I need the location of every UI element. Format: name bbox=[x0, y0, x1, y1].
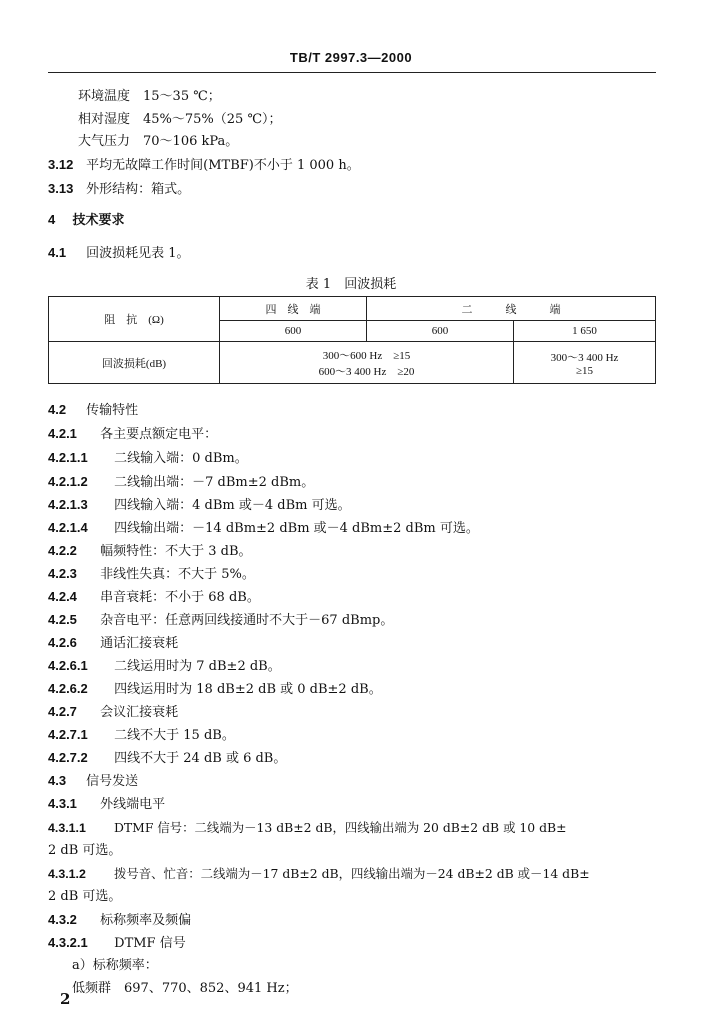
clause-4-2-7 bbox=[48, 703, 178, 722]
clause-text: 四线运用时为 18 dB±2 dB 或 0 dB±2 dB。 bbox=[114, 682, 382, 697]
clause-number: 4.2.6 bbox=[48, 635, 77, 650]
clause-text: 外形结构：箱式。 bbox=[86, 182, 191, 197]
table-caption: 表 1 回波损耗 bbox=[305, 277, 397, 292]
clause-text: 技术要求 bbox=[72, 213, 125, 228]
clause-number: 4.2.1.1 bbox=[48, 450, 88, 465]
clause-number: 4 bbox=[48, 212, 56, 227]
clause-4-2-6 bbox=[48, 634, 178, 653]
clause-number: 4.3.1.1 bbox=[48, 821, 86, 835]
clause-text: DTMF 信号：二线端为－13 dB±2 dB，四线输出端为 20 dB±2 dB 或 10 dB± bbox=[113, 820, 567, 835]
clause-text: 标称频率及频偏 bbox=[100, 913, 192, 928]
clause-4-2-2 bbox=[48, 542, 252, 561]
impedance-two-wire-a: 600 bbox=[367, 321, 514, 342]
return-loss-header: 回波损耗(dB) bbox=[49, 342, 220, 384]
clause-4-3-2 bbox=[48, 911, 191, 930]
clause-4-2-7-1 bbox=[48, 726, 235, 745]
clause-text: 幅频特性：不大于 3 dB。 bbox=[100, 544, 252, 559]
impedance-header: 阻 抗 (Ω) bbox=[49, 297, 220, 342]
section-4-heading bbox=[48, 211, 125, 230]
env-pressure: 大气压力 70～106 kPa。 bbox=[78, 134, 239, 149]
clause-4-3-2-1 bbox=[48, 934, 186, 953]
clause-4-1 bbox=[48, 244, 190, 263]
clause-text: 二线输入端：0 dBm。 bbox=[114, 451, 248, 466]
clause-number: 4.1 bbox=[48, 245, 67, 260]
clause-number: 4.2.1 bbox=[48, 426, 77, 441]
impedance-four-wire: 600 bbox=[220, 321, 367, 342]
clause-4-3-1-2-cont: 2 dB 可选。 bbox=[48, 889, 122, 904]
clause-4-2-5 bbox=[48, 611, 393, 630]
clause-number: 4.2.2 bbox=[48, 543, 77, 558]
clause-number: 4.2.5 bbox=[48, 612, 77, 627]
clause-4-3-1-1 bbox=[48, 819, 567, 837]
clause-text: 拨号音、忙音：二线端为－17 dB±2 dB，四线输出端为－24 dB±2 dB 或－14 dB± bbox=[113, 866, 590, 881]
item-a-nominal-frequency: a）标称频率： bbox=[72, 958, 158, 973]
clause-4-2-7-2 bbox=[48, 749, 286, 768]
clause-4-2-1-2 bbox=[48, 473, 314, 492]
clause-number: 4.2.1.3 bbox=[48, 497, 88, 512]
clause-number: 4.2.1.4 bbox=[48, 520, 88, 535]
clause-text: 非线性失真：不大于 5%。 bbox=[100, 567, 255, 582]
clause-number: 4.2.1.2 bbox=[48, 474, 88, 489]
clause-4-3 bbox=[48, 772, 138, 791]
clause-text: 会议汇接衰耗 bbox=[100, 705, 179, 720]
clause-number: 3.12 bbox=[48, 157, 74, 172]
clause-4-2-1-3 bbox=[48, 496, 351, 515]
clause-3-12 bbox=[48, 156, 360, 175]
clause-text: 各主要点额定电平： bbox=[100, 427, 218, 442]
clause-number: 4.2.7 bbox=[48, 704, 77, 719]
clause-text: 外线端电平 bbox=[100, 797, 166, 812]
clause-text: 串音衰耗：不小于 68 dB。 bbox=[100, 590, 260, 605]
return-loss-value-1 bbox=[220, 342, 514, 384]
return-loss-table bbox=[48, 296, 656, 384]
clause-number: 4.3.2 bbox=[48, 912, 77, 927]
four-wire-header: 四 线 端 bbox=[220, 297, 367, 321]
clause-number: 4.3.2.1 bbox=[48, 935, 88, 950]
env-humidity: 相对湿度 45%～75%（25 ℃）； bbox=[78, 112, 282, 127]
clause-4-2-4 bbox=[48, 588, 260, 607]
header-rule bbox=[48, 72, 656, 73]
clause-4-2-6-2 bbox=[48, 680, 382, 699]
clause-text: 杂音电平：任意两回线接通时不大于－67 dBmp。 bbox=[100, 613, 394, 628]
clause-text: 二线不大于 15 dB。 bbox=[114, 728, 235, 743]
impedance-two-wire-b: 1 650 bbox=[514, 321, 656, 342]
clause-number: 4.2.7.1 bbox=[48, 727, 88, 742]
clause-number: 4.2 bbox=[48, 402, 67, 417]
return-loss-band-1: 300～600 Hz ≥15 bbox=[322, 349, 411, 362]
clause-text: 回波损耗见表 1。 bbox=[86, 246, 190, 261]
clause-4-3-1-2 bbox=[48, 865, 590, 883]
clause-4-2-1-4 bbox=[48, 519, 479, 538]
clause-number: 4.2.6.1 bbox=[48, 658, 88, 673]
clause-number: 4.2.7.2 bbox=[48, 750, 88, 765]
two-wire-header: 二 线 端 bbox=[367, 297, 656, 321]
clause-text: 四线不大于 24 dB 或 6 dB。 bbox=[114, 751, 287, 766]
clause-text: 通话汇接衰耗 bbox=[100, 636, 179, 651]
clause-4-3-1-1-cont: 2 dB 可选。 bbox=[48, 843, 122, 858]
clause-number: 4.2.3 bbox=[48, 566, 77, 581]
clause-4-2-1 bbox=[48, 425, 217, 444]
return-loss-band-3: 300～3 400 Hz bbox=[550, 351, 619, 364]
clause-text: 二线运用时为 7 dB±2 dB。 bbox=[114, 659, 281, 674]
clause-4-3-1 bbox=[48, 795, 165, 814]
return-loss-band-3-value: ≥15 bbox=[575, 364, 594, 377]
clause-4-2-6-1 bbox=[48, 657, 281, 676]
clause-number: 3.13 bbox=[48, 181, 74, 196]
clause-4-2-1-1 bbox=[48, 449, 248, 468]
clause-number: 4.2.4 bbox=[48, 589, 77, 604]
clause-text: 平均无故障工作时间(MTBF)不小于 1 000 h。 bbox=[86, 158, 360, 173]
clause-4-2-3 bbox=[48, 565, 255, 584]
return-loss-value-2 bbox=[514, 342, 656, 384]
clause-number: 4.2.6.2 bbox=[48, 681, 88, 696]
clause-3-13 bbox=[48, 180, 190, 199]
clause-4-2 bbox=[48, 401, 138, 420]
return-loss-band-2: 600～3 400 Hz ≥20 bbox=[318, 365, 415, 378]
env-temperature: 环境温度 15～35 ℃； bbox=[78, 89, 221, 104]
page-header: TB/T 2997.3—2000 bbox=[289, 50, 413, 65]
page-number: 2 bbox=[60, 990, 71, 1008]
clause-number: 4.3.1.2 bbox=[48, 867, 86, 881]
clause-text: 四线输入端：4 dBm 或－4 dBm 可选。 bbox=[114, 498, 351, 513]
low-frequency-group: 低频群 697、770、852、941 Hz； bbox=[72, 981, 298, 996]
clause-text: 信号发送 bbox=[86, 774, 139, 789]
clause-text: 传输特性 bbox=[86, 403, 139, 418]
clause-number: 4.3.1 bbox=[48, 796, 77, 811]
clause-text: 四线输出端：－14 dBm±2 dBm 或－4 dBm±2 dBm 可选。 bbox=[114, 521, 479, 536]
clause-number: 4.3 bbox=[48, 773, 67, 788]
clause-text: 二线输出端：－7 dBm±2 dBm。 bbox=[114, 475, 315, 490]
clause-text: DTMF 信号 bbox=[114, 936, 186, 951]
